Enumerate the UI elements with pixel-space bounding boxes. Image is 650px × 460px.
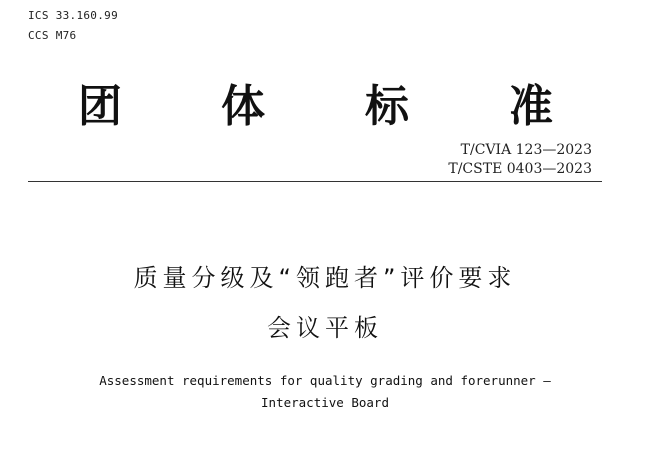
heading-char: 标 <box>365 81 409 132</box>
heading-char: 准 <box>509 81 553 132</box>
chinese-title-line-2: 会议平板 <box>267 314 383 342</box>
header-divider <box>28 181 602 182</box>
ccs-code: CCS M76 <box>28 29 77 42</box>
ics-code: ICS 33.160.99 <box>28 9 118 22</box>
chinese-title-line-1: 质量分级及“领跑者”评价要求 <box>133 264 517 292</box>
english-title-line-2: Interactive Board <box>261 395 389 410</box>
standard-type-heading <box>0 82 650 132</box>
standard-number-cvia: T/CVIA 123—2023 <box>460 142 592 158</box>
english-title-line-1: Assessment requirements for quality grading and forerunner — <box>99 373 551 388</box>
heading-char: 团 <box>78 81 122 132</box>
standard-number-cste: T/CSTE 0403—2023 <box>448 161 592 177</box>
heading-char: 体 <box>221 81 265 132</box>
